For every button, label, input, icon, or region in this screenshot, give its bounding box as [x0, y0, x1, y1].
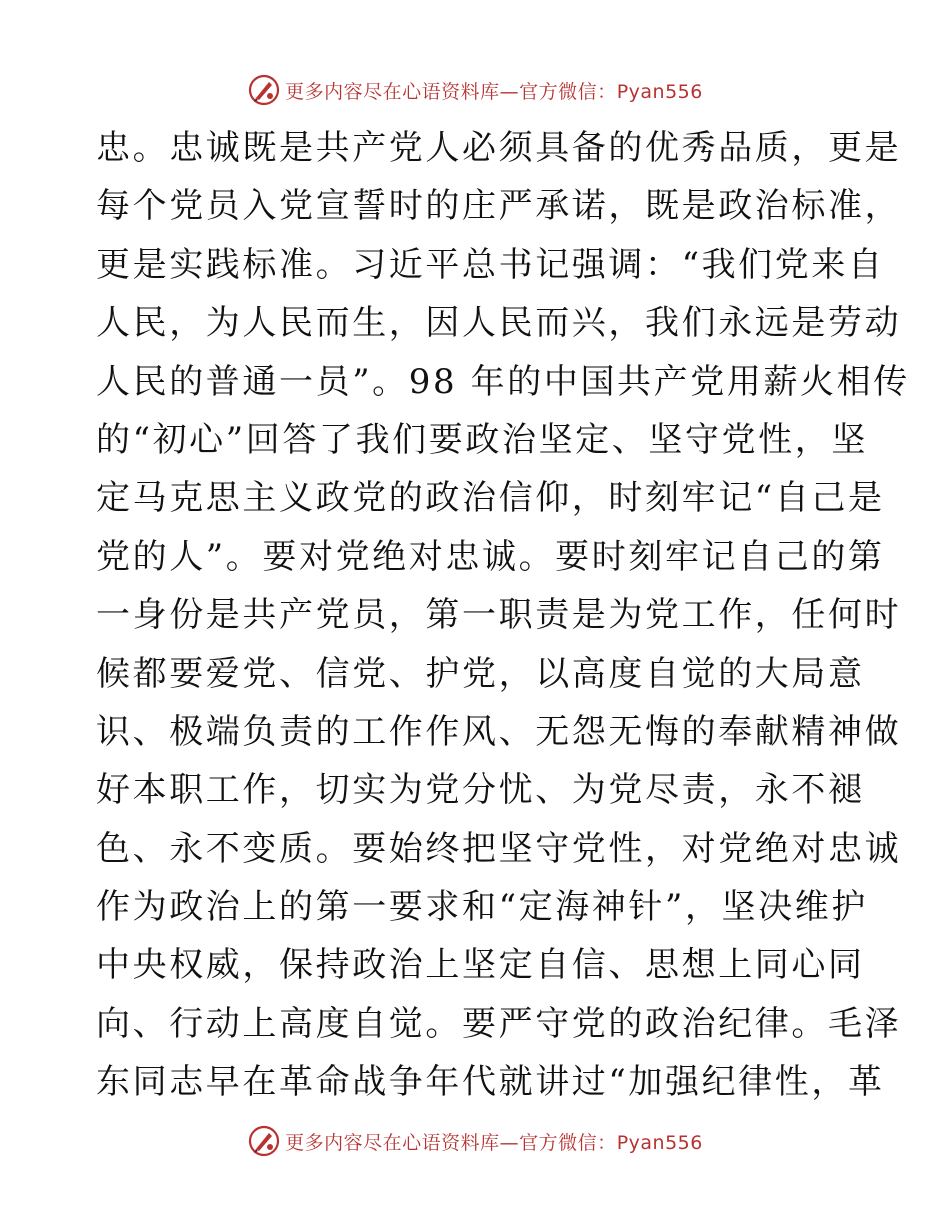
body-line: 东同志早在革命战争年代就讲过“加强纪律性，革: [96, 1062, 885, 1103]
watermark-text: [285, 1128, 703, 1155]
body-line: 定马克思主义政党的政治信仰，时刻牢记“自己是: [96, 478, 885, 519]
watermark-site: 更多内容尽在心语资料库: [285, 1131, 500, 1154]
watermark-separator: —: [499, 1131, 520, 1154]
quill-pen-icon: [247, 1124, 281, 1158]
body-line: 色、永不变质。要始终把坚守党性，对党绝对忠诚: [96, 828, 902, 869]
body-line: 人民，为人民而生，因人民而兴，我们永远是劳动: [96, 303, 902, 344]
body-line: 向、行动上高度自觉。要严守党的政治纪律。毛泽: [96, 1003, 902, 1044]
body-line: 识、极端负责的工作作风、无怨无悔的奉献精神做: [96, 711, 902, 752]
body-line: 人民的普通一员”。98 年的中国共产党用薪火相传: [96, 361, 910, 402]
watermark-official-label: 官方微信：: [519, 1131, 617, 1154]
quill-pen-icon: [247, 73, 281, 107]
watermark-account: Pyan556: [616, 80, 703, 103]
body-line: 候都要爱党、信党、护党，以高度自觉的大局意: [96, 653, 865, 694]
body-line: 忠。忠诚既是共产党人必须具备的优秀品质，更是: [96, 128, 902, 168]
body-line: 的“初心”回答了我们要政治坚定、坚守党性，坚: [96, 419, 868, 460]
body-line: 更是实践标准。习近平总书记强调：“我们党来自: [96, 244, 885, 285]
header-watermark: [0, 70, 950, 110]
body-line: 好本职工作，切实为党分忧、为党尽责，永不褪: [96, 770, 865, 811]
watermark-official-label: 官方微信：: [519, 80, 617, 103]
watermark-text: [285, 77, 703, 104]
body-line: 党的人”。要对党绝对忠诚。要时刻牢记自己的第: [96, 536, 885, 577]
body-line: 中央权威，保持政治上坚定自信、思想上同心同: [96, 945, 865, 986]
watermark-account: Pyan556: [616, 1131, 703, 1154]
body-line: 作为政治上的第一要求和“定海神针”，坚决维护: [96, 887, 868, 928]
watermark-separator: —: [499, 80, 520, 103]
document-body: [96, 119, 910, 1112]
body-line: 每个党员入党宣誓时的庄严承诺，既是政治标准，: [96, 186, 902, 227]
watermark-site: 更多内容尽在心语资料库: [285, 80, 500, 103]
body-line: 一身份是共产党员，第一职责是为党工作，任何时: [96, 595, 902, 636]
footer-watermark: [0, 1121, 950, 1161]
